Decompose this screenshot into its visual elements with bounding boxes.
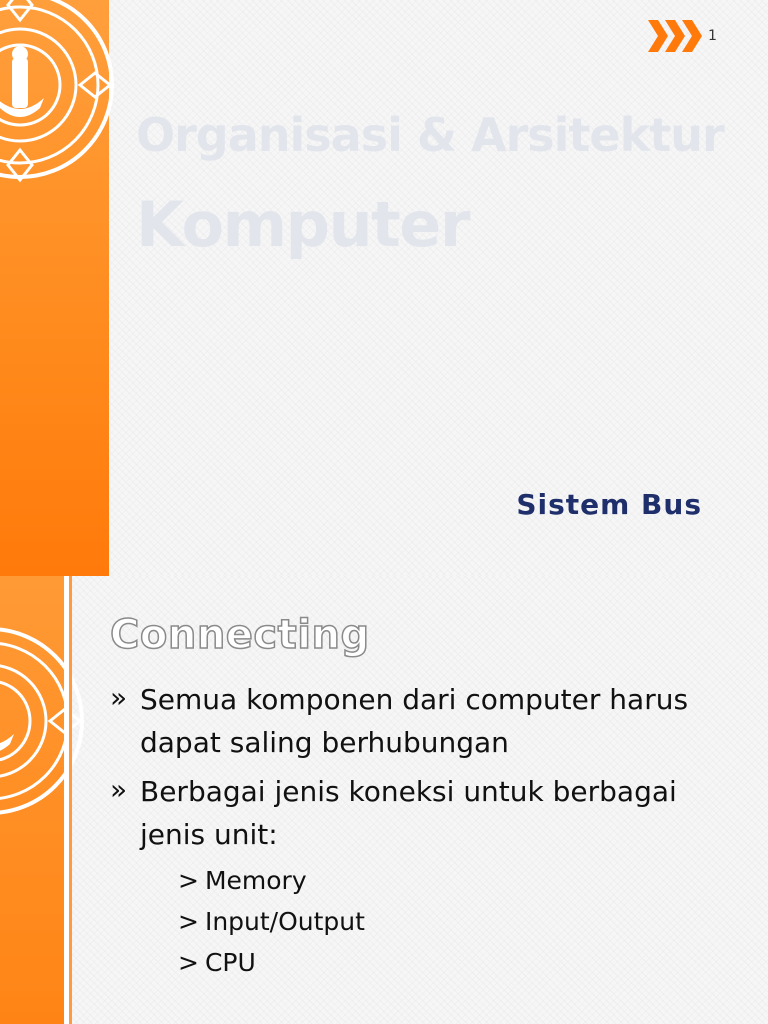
sub-bullet-text: CPU xyxy=(204,948,256,977)
sub-bullet-text: Input/Output xyxy=(204,907,365,936)
bullet-list xyxy=(110,678,750,989)
bullet-marker: » xyxy=(110,681,128,714)
bullet-marker: » xyxy=(110,773,128,806)
title-line-2: Komputer xyxy=(136,188,469,261)
sub-bullet-marker: > xyxy=(178,866,199,895)
divider-line-accent xyxy=(69,576,72,1024)
sub-bullet-item xyxy=(178,901,750,942)
title-line-1: Organisasi & Arsitektur xyxy=(136,108,724,162)
orange-side-bar xyxy=(0,576,64,1024)
sub-bullet-marker: > xyxy=(178,948,199,977)
chevrons-icon xyxy=(648,18,704,54)
slide-heading: Connecting xyxy=(110,612,370,658)
university-seal-icon xyxy=(0,606,90,836)
sub-bullet-item xyxy=(178,860,750,901)
bullet-item xyxy=(110,770,750,983)
university-seal-icon xyxy=(0,0,120,200)
page-number: 1 xyxy=(708,28,717,44)
orange-side-bar xyxy=(0,0,109,576)
bullet-item xyxy=(110,678,750,764)
sub-bullet-list xyxy=(178,860,750,983)
sub-bullet-item xyxy=(178,942,750,983)
sub-bullet-marker: > xyxy=(178,907,199,936)
bullet-text: Berbagai jenis koneksi untuk berbagai jenis unit: xyxy=(140,775,677,851)
slide-2 xyxy=(0,576,768,1024)
sub-bullet-text: Memory xyxy=(204,866,307,895)
bullet-text: Semua komponen dari computer harus dapat saling berhubungan xyxy=(140,683,689,759)
subtitle: Sistem Bus xyxy=(516,488,702,521)
